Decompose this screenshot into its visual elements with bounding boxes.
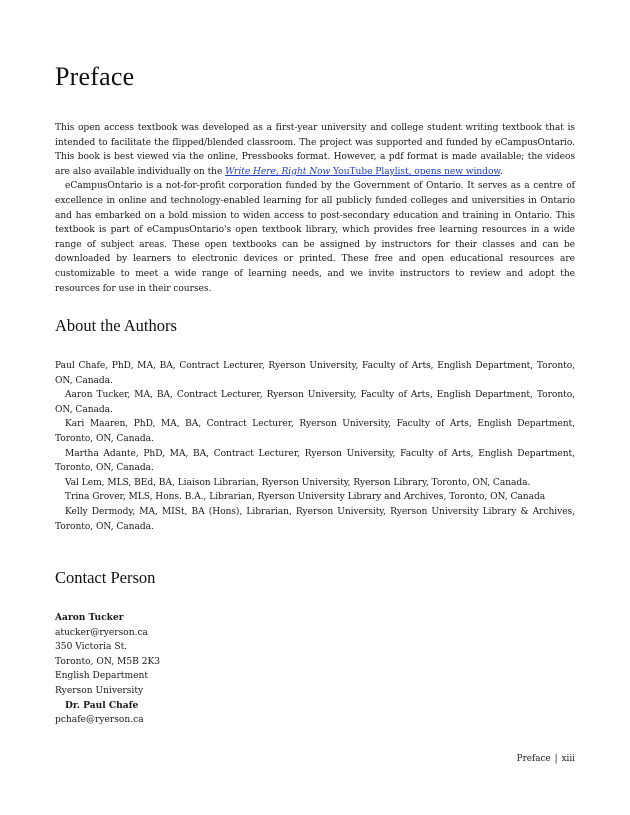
contact-city: Toronto, ON, M5B 2K3	[55, 656, 161, 667]
author-entry: Val Lem, MLS, BEd, BA, Liaison Librarian, Ryerson University, Ryerson Library, Toronto, ON, Canada.	[65, 477, 531, 488]
preface-body	[55, 121, 575, 296]
preface-paragraph-1	[55, 121, 575, 179]
contact-email-secondary: pchafe@ryerson.ca	[55, 715, 144, 726]
playlist-link-rest[interactable]: YouTube Playlist, opens new window	[330, 166, 501, 177]
author-entry: Aaron Tucker, MA, BA, Contract Lecturer, Ryerson University, Faculty of Arts, English Department, Toronto, ON, Canada.	[55, 390, 575, 415]
contact-name-secondary: Dr. Paul Chafe	[65, 699, 139, 711]
youtube-playlist-link[interactable]	[225, 167, 500, 177]
authors-list	[55, 359, 575, 534]
contact-street: 350 Victoria St.	[55, 642, 128, 653]
footer-section-name: Preface	[516, 754, 551, 764]
authors-heading: About the Authors	[55, 316, 177, 335]
contact-name-primary: Aaron Tucker	[55, 612, 124, 623]
author-entry: Paul Chafe, PhD, MA, BA, Contract Lecturer, Ryerson University, Faculty of Arts, English Department, Toronto, ON, Canada.	[55, 361, 575, 386]
contact-department: English Department	[55, 671, 148, 682]
contact-heading: Contact Person	[55, 568, 156, 587]
page-title: Preface	[55, 62, 135, 91]
contact-email-primary: atucker@ryerson.ca	[55, 627, 148, 638]
author-entry: Kelly Dermody, MA, MISt, BA (Hons), Librarian, Ryerson University, Ryerson University Library & Archives, Toronto, ON, Canada.	[55, 506, 575, 532]
page-number: xiii	[561, 754, 575, 764]
author-entry: Trina Grover, MLS, Hons. B.A., Librarian, Ryerson University Library and Archives, Toronto, ON, Canada	[65, 492, 546, 503]
author-entry: Kari Maaren, PhD, MA, BA, Contract Lecturer, Ryerson University, Faculty of Arts, English Department, Toronto, ON, Canada.	[55, 419, 575, 444]
preface-paragraph-1-end: .	[500, 166, 503, 177]
contact-block	[55, 611, 160, 728]
footer-separator: |	[554, 754, 558, 764]
preface-paragraph-1-text: This open access textbook was developed as a first-year university and college student writing textbook that is intended to facilitate the flipped/blended classroom. The project was supported and funded by eCampusOntario. This book is best viewed via the online, Pressbooks format. However, a pdf format is made available; the videos are also available individually on the	[55, 123, 575, 177]
author-entry: Martha Adante, PhD, MA, BA, Contract Lecturer, Ryerson University, Faculty of Arts, English Department, Toronto, ON, Canada.	[55, 448, 575, 474]
preface-paragraph-2: eCampusOntario is a not-for-profit corporation funded by the Government of Ontario. It serves as a centre of excellence in online and technology-enabled learning for all publicly funded colleges and universities in Ontario and has embarked on a bold mission to widen access to post-secondary education and training in Ontario. This textbook is part of eCampusOntario's open textbook library, which provides free learning resources in a wide range of subject areas. These open textbooks can be assigned by instructors for their classes and can be downloaded by learners to electronic devices or printed. These free and open educational resources are customizable to meet a wide range of learning needs, and we invite instructors to review and adopt the resources for use in their courses.	[55, 181, 575, 294]
page-footer	[517, 754, 575, 764]
playlist-link-title[interactable]: Write Here, Right Now	[225, 166, 331, 177]
contact-university: Ryerson University	[55, 685, 144, 696]
